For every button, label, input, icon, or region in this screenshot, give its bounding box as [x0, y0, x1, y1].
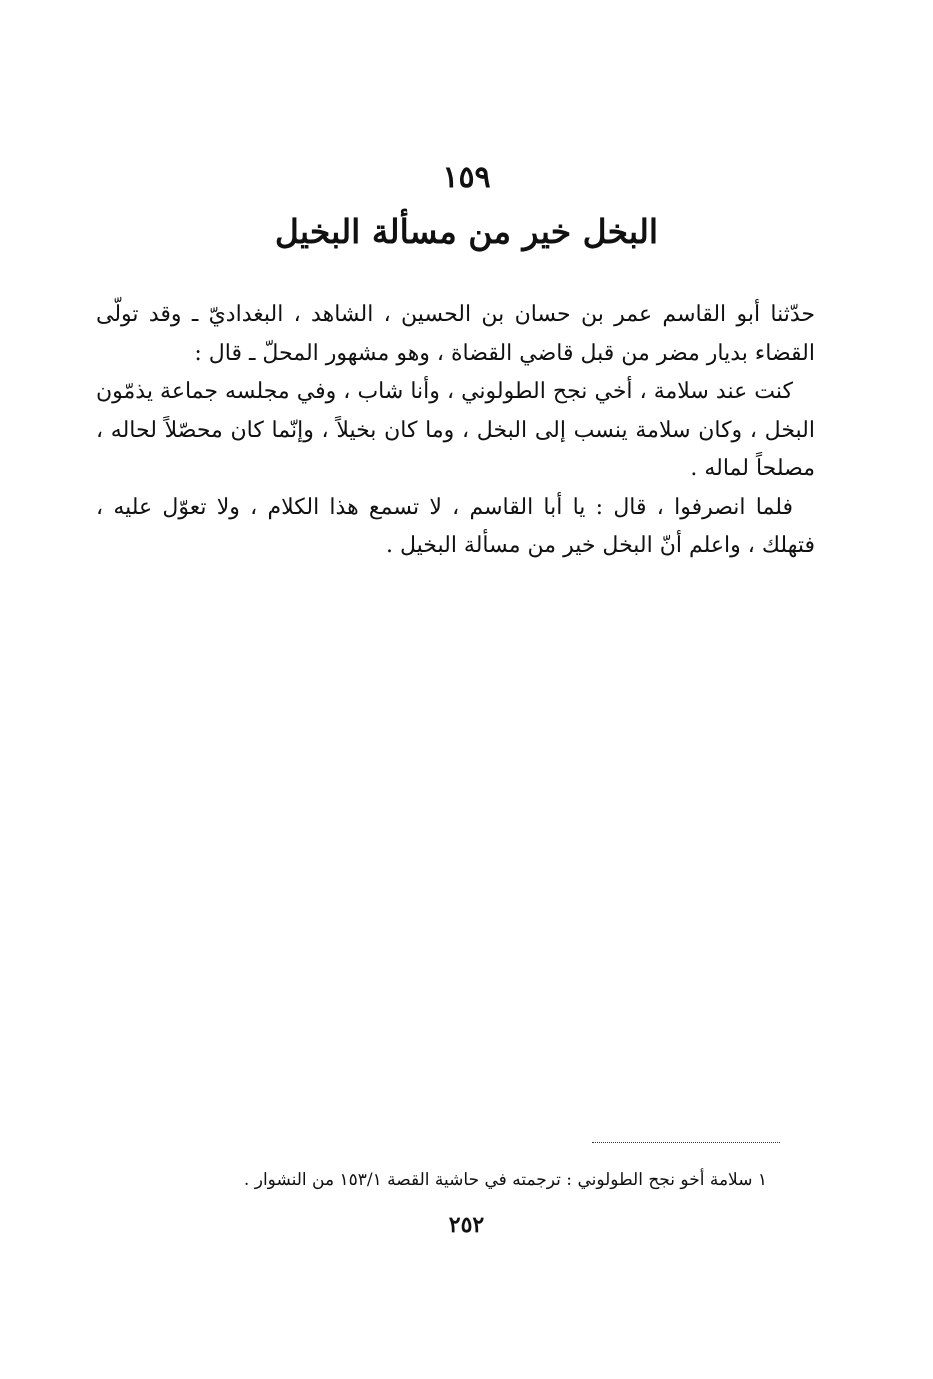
story-number: ١٥٩ — [442, 160, 491, 195]
paragraph-2: كنت عند سلامة ، أخي نجح الطولوني ، وأنا شاب ، وفي مجلسه جماعة يذمّون البخل ، وكان سلامة ينسب إلى البخل ، وما كان بخيلاً ، وإنّما كان محصّلاً لحاله ، مصلحاً لماله . — [96, 379, 815, 481]
page-number: ٢٥٢ — [448, 1212, 485, 1238]
story-body — [96, 296, 815, 566]
story-title: البخل خير من مسألة البخيل — [274, 212, 659, 251]
footnote: ١ سلامة أخو نجح الطولوني : ترجمته في حاشية القصة ١٥٣/١ من النشوار . — [243, 1170, 767, 1190]
paragraph-3: فلما انصرفوا ، قال : يا أبا القاسم ، لا تسمع هذا الكلام ، ولا تعوّل عليه ، فتهلك ، واعلم أنّ البخل خير من مسألة البخيل . — [96, 494, 815, 558]
footnote-divider — [592, 1142, 780, 1143]
paragraph-1: حدّثنا أبو القاسم عمر بن حسان بن الحسين ، الشاهد ، البغداديّ ـ وقد تولّى القضاء بديار مضر من قبل قاضي القضاة ، وهو مشهور المحلّ ـ قال : — [96, 302, 815, 366]
